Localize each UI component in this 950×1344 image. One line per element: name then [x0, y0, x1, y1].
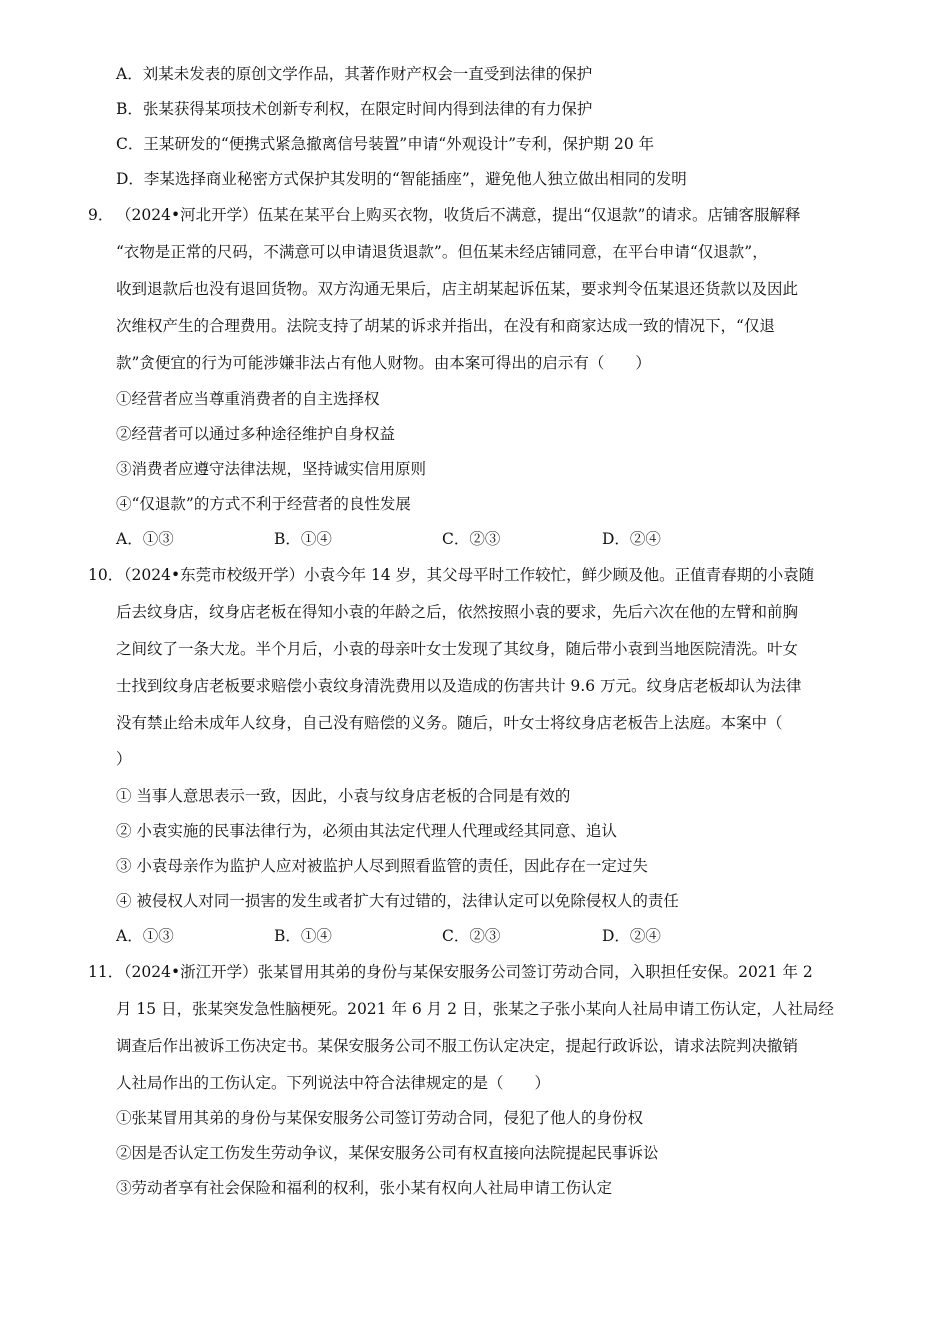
q11-number: 11．: [88, 963, 124, 981]
q10-statement-1: ① 当事人意思表示一致，因此，小袁与纹身店老板的合同是有效的: [116, 787, 571, 805]
q11-stem-line-3: 调查后作出被诉工伤决定书。某保安服务公司不服工伤认定决定，提起行政诉讼，请求法院判决撤销: [116, 1037, 799, 1055]
q9-stem-line-5: 款”贪便宜的行为可能涉嫌非法占有他人财物。由本案可得出的启示有（ ）: [116, 354, 651, 372]
q11-stem-line-1: （2024•浙江开学）张某冒用其弟的身份与某保安服务公司签订劳动合同，入职担任安保。2021 年 2: [116, 963, 813, 981]
q9-stem-line-2: “衣物是正常的尺码，不满意可以申请退货退款”。但伍某未经店铺同意，在平台申请“仅退款”，: [116, 243, 768, 261]
q11-statement-1: ①张某冒用其弟的身份与某保安服务公司签订劳动合同，侵犯了他人的身份权: [116, 1109, 644, 1127]
q8-option-b: B．张某获得某项技术创新专利权，在限定时间内得到法律的有力保护: [116, 100, 593, 118]
q10-choices: [116, 925, 836, 947]
q11-stem-line-2: 月 15 日，张某突发急性脑梗死。2021 年 6 月 2 日，张某之子张小某向人社局申请工伤认定，人社局经: [116, 1000, 834, 1018]
q11-stem-line-4: 人社局作出的工伤认定。下列说法中符合法律规定的是（ ）: [116, 1074, 551, 1092]
q9-choice-a: A．①③: [116, 530, 174, 548]
q10-stem-line-4: 士找到纹身店老板要求赔偿小袁纹身清洗费用以及造成的伤害共计 9.6 万元。纹身店老板却认为法律: [116, 677, 802, 695]
q9-statement-2: ②经营者可以通过多种途径维护自身权益: [116, 425, 396, 443]
q9-statement-4: ④“仅退款”的方式不利于经营者的良性发展: [116, 495, 411, 513]
q11-statement-2: ②因是否认定工伤发生劳动争议，某保安服务公司有权直接向法院提起民事诉讼: [116, 1144, 659, 1162]
q10-stem-line-1: （2024•东莞市校级开学）小袁今年 14 岁，其父母平时工作较忙，鲜少顾及他。正值青春期的小袁随: [116, 566, 815, 584]
q10-choice-b: B．①④: [274, 927, 332, 945]
q10-stem-line-5: 没有禁止给未成年人纹身，自己没有赔偿的义务。随后，叶女士将纹身店老板告上法庭。本案中（: [116, 714, 783, 732]
q9-choices: [116, 528, 836, 550]
q9-stem-line-1: （2024•河北开学）伍某在某平台上购买衣物，收货后不满意，提出“仅退款”的请求。店铺客服解释: [116, 206, 801, 224]
q10-stem-line-3: 之间纹了一条大龙。半个月后，小袁的母亲叶女士发现了其纹身，随后带小袁到当地医院清洗。叶女: [116, 640, 799, 658]
q9-stem-line-4: 次维权产生的合理费用。法院支持了胡某的诉求并指出，在没有和商家达成一致的情况下，“仅退: [116, 317, 775, 335]
q10-choice-d: D．②④: [602, 927, 661, 945]
q10-statement-2: ② 小袁实施的民事法律行为，必须由其法定代理人代理或经其同意、追认: [116, 822, 617, 840]
q10-statement-3: ③ 小袁母亲作为监护人应对被监护人尽到照看监管的责任，因此存在一定过失: [116, 857, 648, 875]
q9-statement-1: ①经营者应当尊重消费者的自主选择权: [116, 390, 380, 408]
q9-statement-3: ③消费者应遵守法律法规，坚持诚实信用原则: [116, 460, 427, 478]
q10-choice-c: C．②③: [442, 927, 501, 945]
q8-option-c: C．王某研发的“便携式紧急撤离信号装置”申请“外观设计”专利，保护期 20 年: [116, 135, 655, 153]
q9-stem-line-3: 收到退款后也没有退回货物。双方沟通无果后，店主胡某起诉伍某，要求判令伍某退还货款以及因此: [116, 280, 799, 298]
q11-statement-3: ③劳动者享有社会保险和福利的权利，张小某有权向人社局申请工伤认定: [116, 1179, 613, 1197]
q8-option-a: A．刘某未发表的原创文学作品，其著作财产权会一直受到法律的保护: [116, 65, 593, 83]
q9-choice-d: D．②④: [602, 530, 661, 548]
q10-number: 10．: [88, 566, 124, 584]
q10-statement-4: ④ 被侵权人对同一损害的发生或者扩大有过错的，法律认定可以免除侵权人的责任: [116, 892, 679, 910]
q10-choice-a: A．①③: [116, 927, 174, 945]
q10-stem-line-2: 后去纹身店，纹身店老板在得知小袁的年龄之后，依然按照小袁的要求，先后六次在他的左臂和前胸: [116, 603, 799, 621]
q10-stem-line-6: ）: [116, 750, 132, 768]
q9-choice-c: C．②③: [442, 530, 501, 548]
q9-number: 9．: [88, 206, 114, 224]
q9-choice-b: B．①④: [274, 530, 332, 548]
q8-option-d: D．李某选择商业秘密方式保护其发明的“智能插座”，避免他人独立做出相同的发明: [116, 170, 687, 188]
